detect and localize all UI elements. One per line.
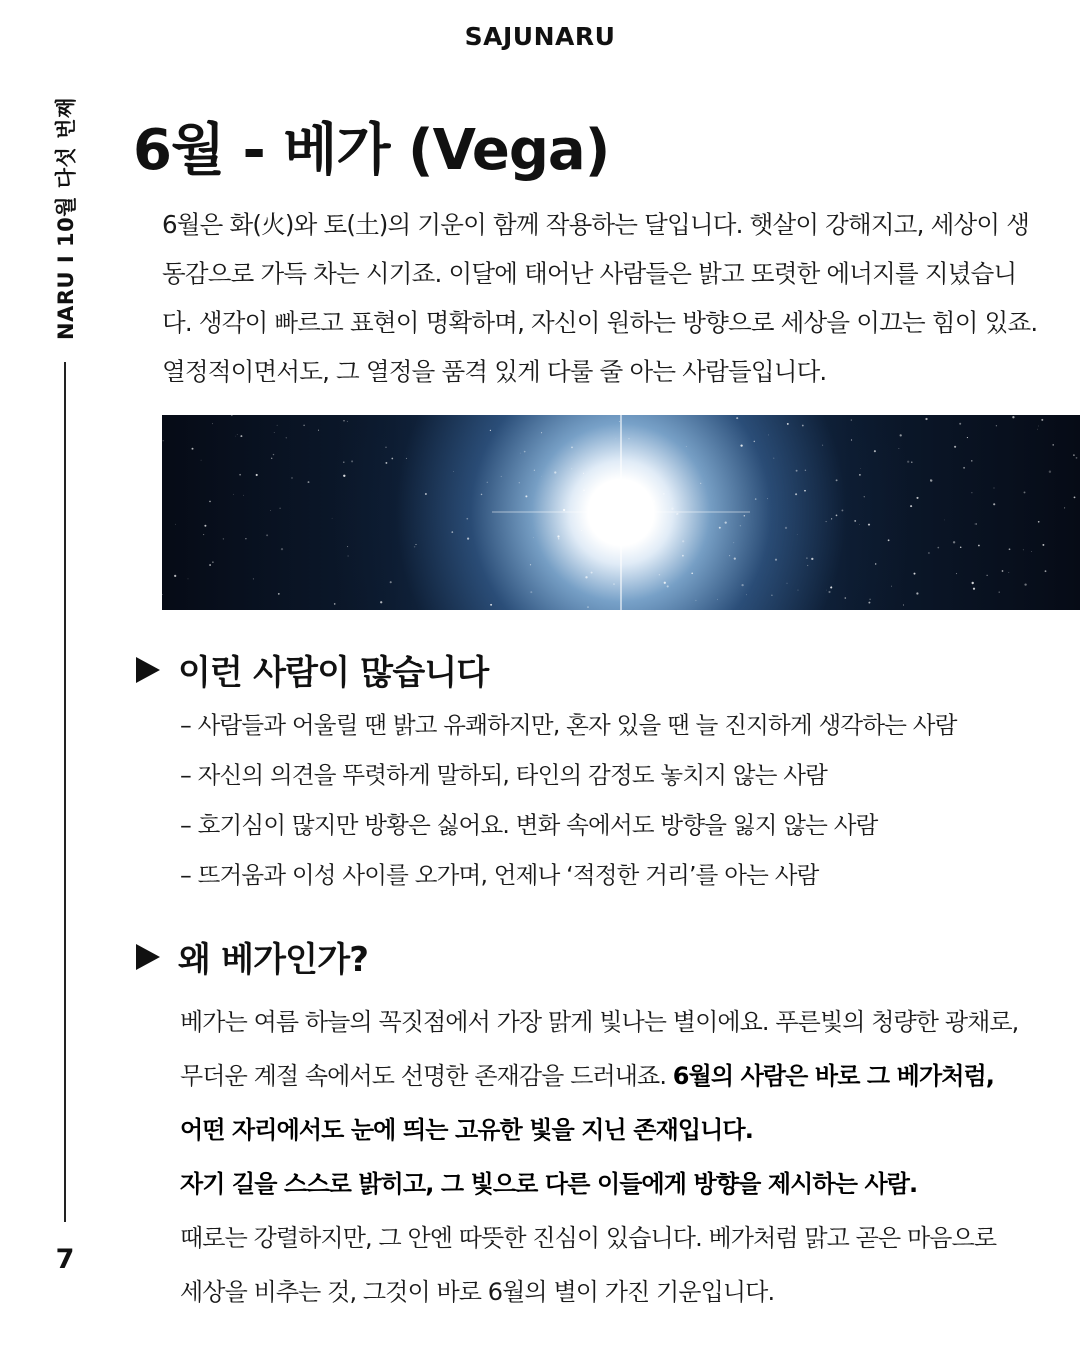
background-star bbox=[996, 425, 997, 426]
background-star bbox=[467, 538, 469, 540]
background-star bbox=[636, 489, 638, 491]
background-star bbox=[888, 539, 890, 541]
background-star bbox=[771, 594, 773, 596]
background-star bbox=[581, 530, 582, 531]
background-star bbox=[1038, 426, 1039, 427]
background-star bbox=[976, 523, 977, 524]
background-star bbox=[811, 558, 813, 560]
background-star bbox=[914, 573, 916, 575]
background-star bbox=[767, 498, 768, 499]
background-star bbox=[860, 468, 861, 469]
background-star bbox=[487, 482, 488, 483]
background-star bbox=[1031, 551, 1032, 552]
background-star bbox=[775, 559, 777, 561]
background-star bbox=[278, 593, 280, 595]
background-star bbox=[1041, 419, 1043, 421]
background-star bbox=[744, 515, 746, 517]
background-star bbox=[308, 481, 310, 483]
background-star bbox=[868, 524, 870, 526]
background-star bbox=[223, 538, 224, 539]
background-star bbox=[841, 509, 843, 511]
background-star bbox=[822, 445, 823, 446]
background-star bbox=[279, 508, 281, 510]
background-star bbox=[188, 579, 189, 580]
background-star bbox=[563, 509, 565, 511]
background-star bbox=[682, 540, 684, 542]
background-star bbox=[785, 527, 787, 529]
background-star bbox=[954, 446, 956, 448]
page-number: 7 bbox=[55, 1244, 75, 1275]
background-star bbox=[691, 572, 693, 574]
background-star bbox=[541, 432, 542, 433]
background-star bbox=[828, 591, 830, 593]
background-star bbox=[233, 494, 234, 495]
background-star bbox=[203, 534, 204, 535]
background-star bbox=[347, 546, 348, 547]
background-star bbox=[286, 437, 287, 438]
background-star bbox=[343, 420, 344, 421]
background-star bbox=[571, 447, 573, 449]
background-star bbox=[162, 594, 163, 595]
background-star bbox=[859, 524, 860, 525]
background-star bbox=[613, 583, 615, 585]
background-star bbox=[1002, 570, 1004, 572]
background-star bbox=[343, 462, 344, 463]
background-star bbox=[868, 602, 870, 604]
background-star bbox=[916, 592, 918, 594]
background-star bbox=[925, 418, 927, 420]
background-star bbox=[1064, 507, 1065, 508]
background-star bbox=[271, 458, 272, 459]
background-star bbox=[277, 425, 278, 426]
background-star bbox=[944, 520, 945, 521]
background-star bbox=[664, 582, 666, 584]
background-star bbox=[585, 576, 587, 578]
background-star bbox=[1008, 572, 1009, 573]
background-star bbox=[736, 417, 738, 419]
background-star bbox=[1076, 457, 1078, 459]
background-star bbox=[960, 546, 962, 548]
background-star bbox=[385, 462, 387, 464]
background-star bbox=[612, 490, 613, 491]
background-star bbox=[686, 446, 687, 447]
paragraph-line: 세상을 비추는 것, 그것이 바로 6월의 별이 가진 기운입니다. bbox=[180, 1278, 775, 1306]
background-star bbox=[291, 477, 292, 478]
background-star bbox=[802, 425, 804, 427]
background-star bbox=[973, 588, 975, 590]
background-star bbox=[993, 503, 995, 505]
background-star bbox=[910, 505, 912, 507]
background-star bbox=[406, 458, 407, 459]
background-star bbox=[571, 468, 572, 469]
background-star bbox=[916, 497, 918, 499]
background-star bbox=[253, 578, 254, 579]
background-star bbox=[603, 500, 605, 502]
background-star bbox=[239, 474, 241, 476]
background-star bbox=[677, 513, 679, 515]
background-star bbox=[204, 525, 206, 527]
background-star bbox=[682, 555, 684, 557]
background-star bbox=[653, 500, 655, 502]
background-star bbox=[303, 425, 304, 426]
background-star bbox=[987, 575, 988, 576]
background-star bbox=[453, 471, 454, 472]
background-star bbox=[348, 555, 349, 556]
background-star bbox=[836, 515, 838, 517]
background-star bbox=[733, 542, 734, 543]
background-star bbox=[659, 574, 660, 575]
background-star bbox=[999, 591, 1000, 592]
background-star bbox=[844, 597, 846, 599]
background-star bbox=[385, 447, 386, 448]
paragraph-line bbox=[180, 1049, 1060, 1103]
background-star bbox=[1073, 454, 1075, 456]
side-divider-line bbox=[64, 362, 66, 1222]
background-star bbox=[274, 432, 275, 433]
background-star bbox=[911, 462, 912, 463]
background-star bbox=[700, 483, 701, 484]
background-star bbox=[520, 453, 521, 454]
background-star bbox=[343, 475, 345, 477]
background-star bbox=[826, 590, 827, 591]
paragraph-emphasis: 어떤 자리에서도 눈에 띄는 고유한 빛을 지닌 존재입니다. bbox=[180, 1116, 753, 1144]
background-star bbox=[256, 474, 258, 476]
side-label-text: NARU I 10월 다섯 번째 bbox=[54, 97, 78, 340]
background-star bbox=[533, 537, 534, 538]
background-star bbox=[830, 586, 832, 588]
background-star bbox=[971, 460, 972, 461]
background-star bbox=[192, 448, 194, 450]
background-star bbox=[805, 470, 806, 471]
background-star bbox=[717, 599, 718, 600]
background-star bbox=[270, 510, 271, 511]
paragraph-line bbox=[180, 1103, 1060, 1157]
background-star bbox=[525, 495, 527, 497]
background-star bbox=[1045, 570, 1047, 572]
background-star bbox=[557, 535, 559, 537]
background-star bbox=[1023, 549, 1024, 550]
background-star bbox=[787, 583, 788, 584]
background-star bbox=[163, 440, 164, 441]
background-star bbox=[318, 430, 319, 431]
background-star bbox=[1012, 416, 1014, 418]
background-star bbox=[740, 444, 742, 446]
paragraph-emphasis: 6월의 사람은 바로 그 베가처럼, bbox=[672, 1062, 995, 1090]
background-star bbox=[851, 439, 852, 440]
background-star bbox=[928, 552, 930, 554]
background-star bbox=[1042, 544, 1044, 546]
background-star bbox=[900, 434, 902, 436]
background-star bbox=[490, 604, 492, 606]
background-star bbox=[245, 538, 246, 539]
background-star bbox=[754, 441, 756, 443]
background-star bbox=[519, 482, 520, 483]
page-title: 6월 - 베가 (Vega) bbox=[133, 118, 610, 183]
background-star bbox=[481, 494, 483, 496]
background-star bbox=[869, 599, 870, 600]
background-star bbox=[734, 558, 736, 560]
list-item: – 사람들과 어울릴 땐 밝고 유쾌하지만, 혼자 있을 땐 늘 진지하게 생각하는 사람 bbox=[180, 711, 957, 739]
background-star bbox=[1024, 583, 1026, 585]
background-star bbox=[851, 420, 852, 421]
background-star bbox=[807, 565, 808, 566]
background-star bbox=[899, 448, 900, 449]
background-star bbox=[416, 544, 417, 545]
background-star bbox=[231, 415, 233, 416]
section2-heading bbox=[136, 932, 368, 981]
background-star bbox=[859, 474, 861, 476]
background-star bbox=[591, 572, 593, 574]
triangle-bullet-icon bbox=[136, 944, 160, 970]
background-star bbox=[1009, 548, 1011, 550]
star-field bbox=[162, 415, 1080, 610]
background-star bbox=[806, 557, 808, 559]
background-star bbox=[273, 454, 274, 455]
background-star bbox=[967, 437, 968, 438]
background-star bbox=[380, 601, 382, 603]
background-star bbox=[212, 423, 213, 424]
background-star bbox=[1024, 491, 1026, 493]
background-star bbox=[864, 496, 865, 497]
background-star bbox=[534, 470, 535, 471]
background-star bbox=[787, 423, 789, 425]
background-star bbox=[235, 436, 236, 437]
background-star bbox=[619, 421, 620, 422]
background-star bbox=[243, 495, 244, 496]
background-star bbox=[695, 600, 696, 601]
paragraph-line: 때로는 강렬하지만, 그 안엔 따뜻한 진심이 있습니다. 베가처럼 맑고 곧은 마음으로 bbox=[180, 1224, 997, 1252]
background-star bbox=[174, 575, 176, 577]
background-star bbox=[1074, 496, 1076, 498]
background-star bbox=[237, 434, 238, 435]
background-star bbox=[795, 493, 797, 495]
background-star bbox=[524, 451, 526, 453]
background-star bbox=[466, 518, 468, 520]
background-star bbox=[907, 461, 909, 463]
paragraph-emphasis: 자기 길을 스스로 밝히고, 그 빛으로 다른 이들에게 방향을 제시하는 사람. bbox=[180, 1170, 918, 1198]
background-star bbox=[972, 582, 974, 584]
background-star bbox=[1049, 471, 1051, 473]
background-star bbox=[956, 573, 957, 574]
background-star bbox=[1037, 429, 1038, 430]
background-star bbox=[891, 586, 892, 587]
background-star bbox=[334, 603, 336, 605]
background-star bbox=[347, 421, 348, 422]
background-star bbox=[963, 467, 965, 469]
background-star bbox=[212, 561, 213, 562]
background-star bbox=[616, 438, 617, 439]
background-star bbox=[797, 534, 798, 535]
background-star bbox=[725, 521, 727, 523]
background-star bbox=[501, 476, 502, 477]
background-star bbox=[854, 520, 856, 522]
background-star bbox=[391, 458, 393, 460]
why-vega-paragraph bbox=[180, 995, 1060, 1319]
background-star bbox=[768, 434, 769, 435]
background-star bbox=[719, 527, 721, 529]
background-star bbox=[490, 430, 491, 431]
vega-star-image bbox=[162, 415, 1080, 610]
background-star bbox=[583, 490, 585, 492]
background-star bbox=[875, 563, 876, 564]
triangle-bullet-icon bbox=[136, 657, 160, 683]
trait-list bbox=[180, 700, 1060, 900]
background-star bbox=[740, 525, 741, 526]
list-item: – 뜨거움과 이성 사이를 오가며, 언제나 ‘적정한 거리’를 아는 사람 bbox=[180, 861, 819, 889]
background-star bbox=[953, 541, 955, 543]
section2-heading-text: 왜 베가인가? bbox=[178, 940, 369, 980]
background-star bbox=[414, 546, 415, 547]
background-star bbox=[755, 498, 757, 500]
background-star bbox=[798, 590, 799, 591]
background-star bbox=[1038, 521, 1040, 523]
background-star bbox=[332, 518, 333, 519]
paragraph-text: 무더운 계절 속에서도 선명한 존재감을 드러내죠. bbox=[180, 1062, 673, 1090]
background-star bbox=[266, 534, 268, 536]
background-star bbox=[930, 479, 932, 481]
background-star bbox=[201, 460, 202, 461]
background-star bbox=[209, 501, 211, 503]
background-star bbox=[451, 531, 453, 533]
background-star bbox=[729, 555, 730, 556]
background-star bbox=[667, 585, 669, 587]
background-star bbox=[975, 524, 976, 525]
background-star bbox=[874, 450, 876, 452]
background-star bbox=[583, 473, 584, 474]
section1-heading-text: 이런 사람이 많습니다 bbox=[178, 653, 489, 693]
background-star bbox=[530, 564, 531, 565]
background-star bbox=[903, 605, 904, 606]
background-star bbox=[746, 594, 747, 595]
paragraph-line: 베가는 여름 하늘의 꼭짓점에서 가장 맑게 빛나는 별이에요. 푸른빛의 청량한 광채로, bbox=[180, 1008, 1019, 1036]
background-star bbox=[826, 521, 827, 522]
background-star bbox=[530, 591, 532, 593]
background-star bbox=[351, 460, 353, 462]
background-star bbox=[209, 564, 211, 566]
background-star bbox=[831, 518, 832, 519]
background-star bbox=[971, 492, 972, 493]
list-item: – 호기심이 많지만 방황은 싫어요. 변화 속에서도 방향을 잃지 않는 사람 bbox=[180, 811, 878, 839]
background-star bbox=[796, 470, 798, 472]
background-star bbox=[993, 487, 994, 488]
background-star bbox=[175, 524, 176, 525]
background-star bbox=[773, 458, 774, 459]
background-star bbox=[671, 508, 673, 510]
section1-heading bbox=[136, 645, 488, 694]
list-item: – 자신의 의견을 뚜렷하게 말하되, 타인의 감정도 놓치지 않는 사람 bbox=[180, 761, 828, 789]
background-star bbox=[1052, 444, 1054, 446]
paragraph-line bbox=[180, 1157, 1060, 1211]
background-star bbox=[281, 548, 283, 550]
background-star bbox=[629, 438, 630, 439]
background-star bbox=[937, 547, 939, 549]
background-star bbox=[836, 479, 838, 481]
background-star bbox=[390, 581, 392, 583]
background-star bbox=[804, 490, 806, 492]
brand-header: SAJUNARU bbox=[464, 22, 616, 51]
background-star bbox=[425, 493, 427, 495]
background-star bbox=[558, 538, 560, 540]
background-star bbox=[978, 545, 980, 547]
intro-paragraph: 6월은 화(火)와 토(土)의 기운이 함께 작용하는 달입니다. 햇살이 강해지고, 세상이 생동감으로 가득 차는 시기죠. 이달에 태어난 사람들은 밝고 또렷한 에너지를 지녔습니다. 생각이 빠르고 표현이 명확하며, 자신이 원하는 방향으로 세상을 이끄는 힘이 있죠. 열정적이면서도, 그 열정을 품격 있게 다룰 줄 아는 사람들입니다. bbox=[162, 210, 1038, 386]
background-star bbox=[541, 476, 542, 477]
background-star bbox=[554, 471, 556, 473]
background-star bbox=[240, 435, 242, 437]
background-star bbox=[663, 493, 665, 495]
background-star bbox=[959, 423, 961, 425]
background-star bbox=[741, 584, 743, 586]
background-star bbox=[587, 606, 588, 607]
side-label bbox=[44, 95, 84, 340]
